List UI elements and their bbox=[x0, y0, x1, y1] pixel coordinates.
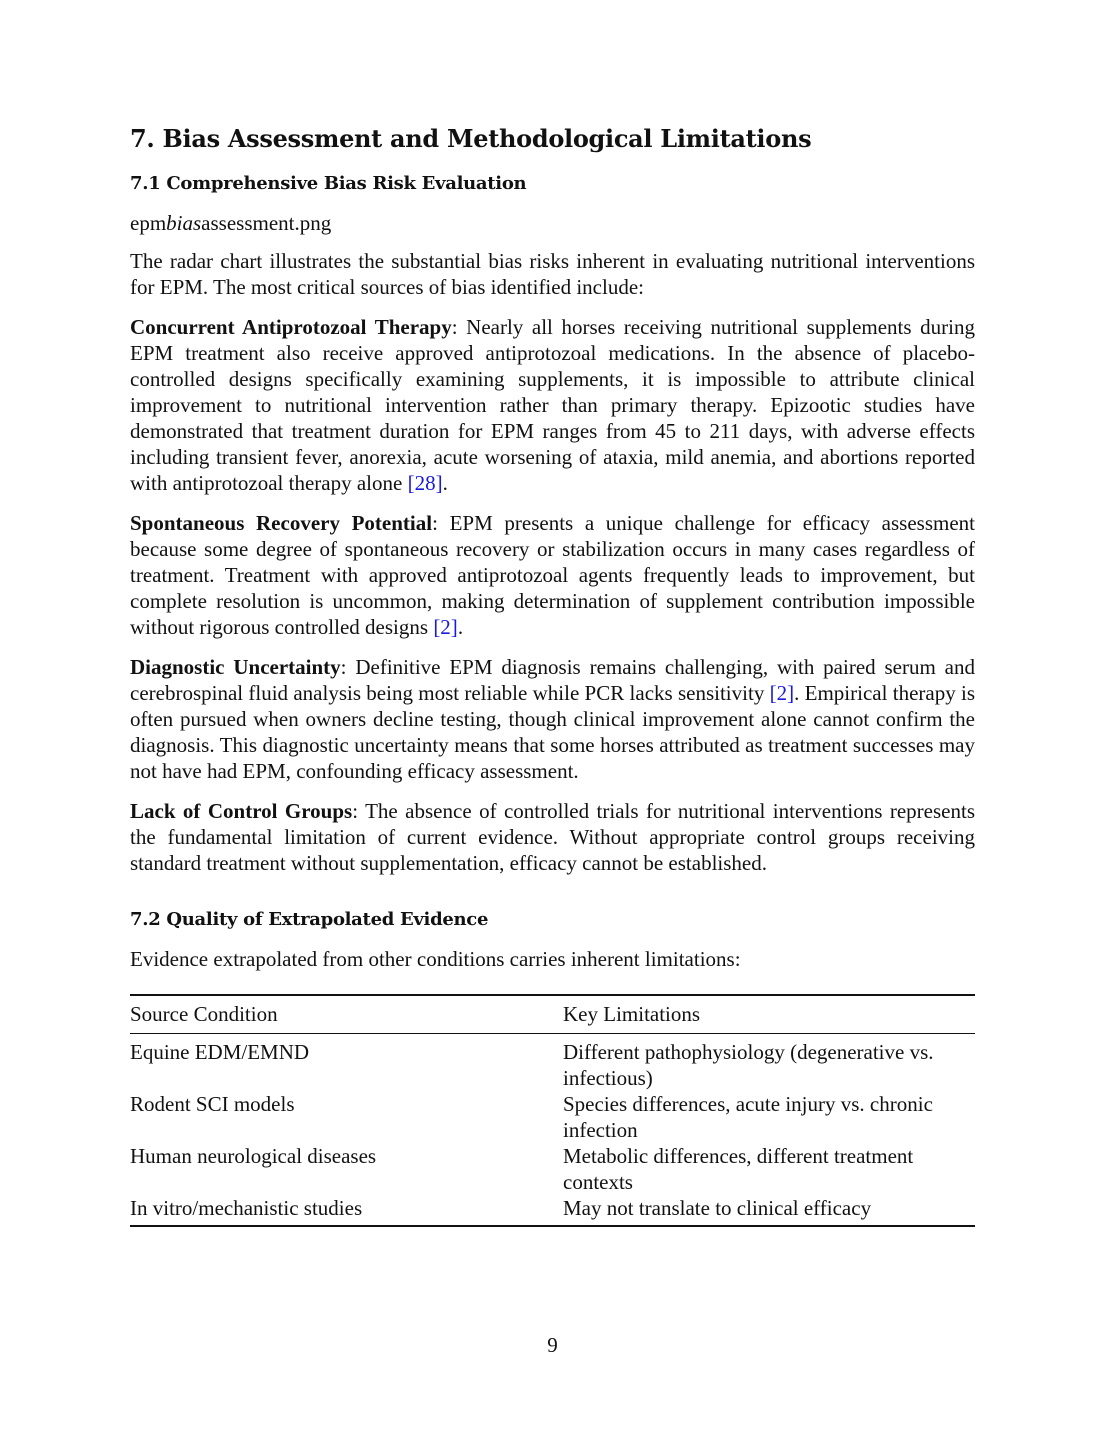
bias-text-after: . Empirical therapy is often pursued when owners decline testing, though clinical improvement alone cannot confirm the diagnosis. This diagnostic uncertainty means that some horses attributed as treatment successes may not have had EPM, confounding efficacy assessment. bbox=[130, 681, 976, 783]
extrapolated-evidence-table bbox=[130, 994, 975, 1227]
bias-text: : EPM presents a unique challenge for efficacy assessment because some degree of spontaneous recovery or stabilization occurs in many cases regardless of treatment. Treatment with approved antiprotozoal agents frequently leads to improvement, but complete resolution is uncommon, making determination of supplement contribution impossible without rigorous controlled designs bbox=[130, 511, 975, 639]
subsection-heading-7-1: 7.1 Comprehensive Bias Risk Evaluation bbox=[130, 173, 527, 194]
bias-item-diagnostic-uncertainty bbox=[130, 654, 975, 784]
bias-item-spontaneous-recovery bbox=[130, 510, 975, 640]
table-row bbox=[130, 1195, 975, 1226]
table-row bbox=[130, 1091, 975, 1143]
intro-paragraph: The radar chart illustrates the substantial bias risks inherent in evaluating nutritional interventions for EPM. The most critical sources of bias identified include: bbox=[130, 249, 975, 299]
table-cell: Species differences, acute injury vs. chronic infection bbox=[563, 1092, 933, 1142]
bias-text-after: . bbox=[457, 615, 464, 639]
section-heading: 7. Bias Assessment and Methodological Limitations bbox=[130, 124, 812, 153]
column-header: Source Condition bbox=[130, 995, 563, 1034]
subsection-heading-7-2: 7.2 Quality of Extrapolated Evidence bbox=[130, 909, 489, 930]
filename-suffix: assessment.png bbox=[201, 211, 332, 235]
column-header: Key Limitations bbox=[563, 995, 975, 1034]
table-cell: Human neurological diseases bbox=[130, 1144, 377, 1168]
table-row bbox=[130, 1143, 975, 1195]
table-intro: Evidence extrapolated from other conditions carries inherent limitations: bbox=[130, 947, 741, 971]
table-cell: In vitro/mechanistic studies bbox=[130, 1196, 363, 1220]
bias-text: : Nearly all horses receiving nutritional supplements during EPM treatment also receive approved antiprotozoal medications. In the absence of placebo-controlled designs specifically examining supplements, it is impossible to attribute clinical improvement to nutritional intervention rather than primary therapy. Epizootic studies have demonstrated that treatment duration for EPM ranges from 45 to 211 days, with adverse effects including transient fever, anorexia, acute worsening of ataxia, mild anemia, and abortions reported with antiprotozoal therapy alone bbox=[130, 315, 975, 495]
page-number: 9 bbox=[547, 1333, 558, 1357]
bias-text-after: . bbox=[442, 471, 448, 495]
filename-italic: bias bbox=[166, 211, 202, 235]
table-row bbox=[130, 1034, 975, 1092]
bias-item-antiprotozoal bbox=[130, 314, 975, 496]
bias-term: Diagnostic Uncertainty bbox=[130, 655, 341, 679]
citation-link[interactable]: [28] bbox=[407, 471, 443, 495]
bias-text: : The absence of controlled trials for nutritional interventions represents the fundamental limitation of current evidence. Without appropriate control groups receiving standard treatment without supplementation, efficacy cannot be established. bbox=[130, 799, 975, 875]
table-cell: Metabolic differences, different treatment contexts bbox=[563, 1144, 914, 1194]
citation-link[interactable]: [2] bbox=[769, 681, 795, 705]
filename-prefix: epm bbox=[130, 211, 167, 235]
bias-item-control-groups bbox=[130, 798, 975, 876]
table-cell: May not translate to clinical efficacy bbox=[563, 1196, 872, 1220]
bias-text: : Definitive EPM diagnosis remains challenging, with paired serum and cerebrospinal fluid analysis being most reliable while PCR lacks sensitivity bbox=[130, 655, 976, 705]
table-header-row bbox=[130, 995, 975, 1034]
citation-link[interactable]: [2] bbox=[433, 615, 458, 639]
page-content bbox=[130, 124, 975, 1227]
bias-term: Lack of Control Groups bbox=[130, 799, 353, 823]
table-cell: Rodent SCI models bbox=[130, 1092, 295, 1116]
table-cell: Equine EDM/EMND bbox=[130, 1040, 310, 1064]
figure-filename bbox=[130, 210, 975, 236]
bias-term: Concurrent Antiprotozoal Therapy bbox=[130, 315, 452, 339]
bias-term: Spontaneous Recovery Potential bbox=[130, 511, 433, 535]
table-cell: Different pathophysiology (degenerative vs. infectious) bbox=[563, 1040, 934, 1090]
